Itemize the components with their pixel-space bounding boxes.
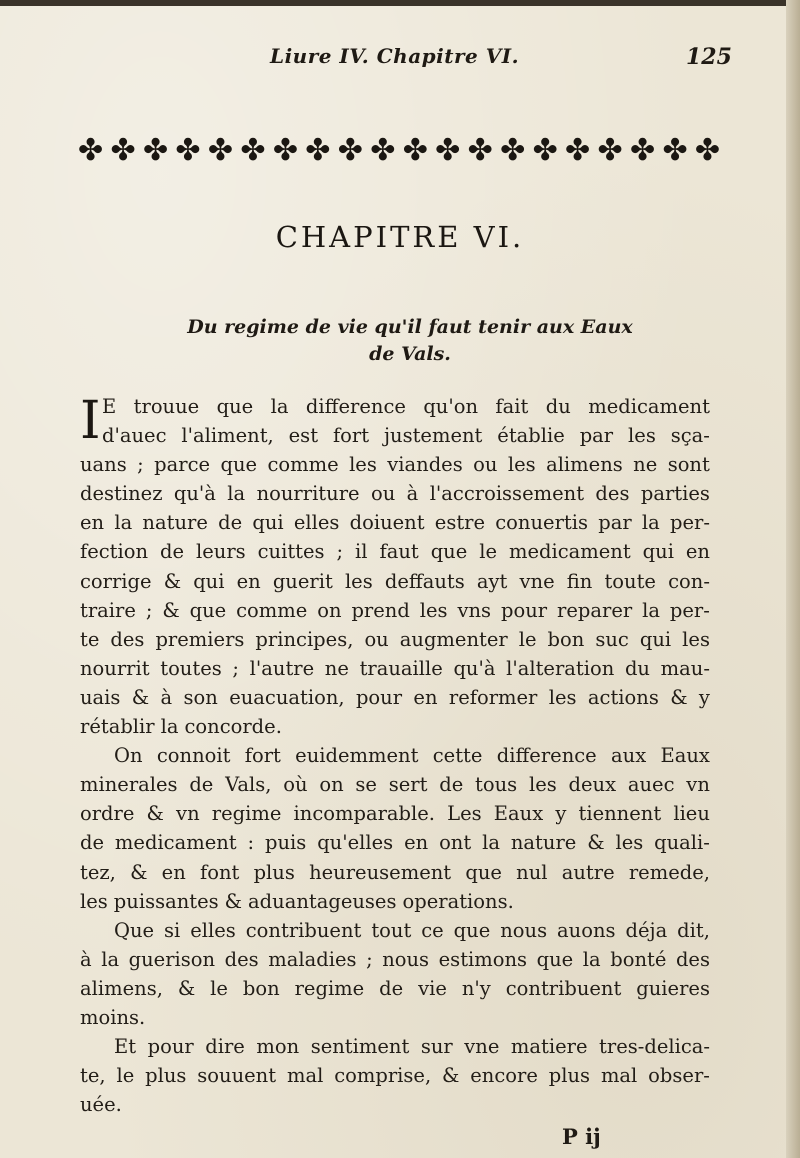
text-line: à la guerison des maladies ; nous estimons que la bonté des [80, 947, 710, 971]
fleuron-icon: ✤ [402, 133, 428, 168]
fleuron-icon: ✤ [78, 133, 104, 168]
fleuron-icon: ✤ [207, 133, 234, 168]
text-line: minerales de Vals, où on se sert de tous les deux auec vn [80, 773, 710, 797]
chapter-heading: CHAPITRE VI. [275, 220, 525, 254]
chapter-subtitle-line-1: Du regime de vie qu'il faut tenir aux Eaux [187, 316, 633, 338]
fleuron-icon: ✤ [694, 133, 721, 168]
text-line: On connoit fort euidemment cette difference aux Eaux [114, 744, 710, 768]
fleuron-icon: ✤ [435, 133, 461, 168]
text-line: Et pour dire mon sentiment sur vne matiere tres-delica- [114, 1035, 710, 1059]
fleuron-icon: ✤ [272, 133, 298, 168]
fleuron-icon: ✤ [175, 133, 201, 168]
text-line: corrige & qui en guerit les deffauts ayt vne fin toute con- [80, 569, 710, 593]
fleuron-icon: ✤ [662, 133, 688, 168]
running-head [0, 40, 800, 80]
text-line: de medicament : puis qu'elles en ont la nature & les quali- [80, 831, 710, 855]
text-line: E trouue que la difference qu'on fait du medicament [102, 395, 710, 418]
text-line: fection de leurs cuittes ; il faut que le medicament qui en [80, 540, 710, 564]
page-top-edge [0, 0, 800, 6]
drop-cap: I [80, 391, 101, 451]
fleuron-icon: ✤ [500, 133, 526, 168]
text-line: ordre & vn regime incomparable. Les Eaux y tiennent lieu [80, 802, 710, 826]
text-line: uais & à son euacuation, pour en reformer les actions & y [80, 685, 710, 709]
text-line: nourrit toutes ; l'autre ne trauaille qu'à l'alteration du mau- [80, 656, 710, 680]
text-line: les puissantes & aduantageuses operations. [80, 889, 514, 913]
fleuron-icon: ✤ [370, 133, 396, 168]
body-text [80, 392, 710, 1119]
fleuron-icon: ✤ [110, 133, 136, 168]
fleuron-icon: ✤ [142, 133, 169, 168]
text-line: Que si elles contribuent tout ce que nous auons déja dit, [114, 918, 710, 942]
fleuron-icon: ✤ [240, 133, 266, 168]
text-line: tez, & en font plus heureusement que nul autre remede, [80, 860, 710, 884]
fleuron-icon: ✤ [305, 133, 331, 168]
text-line: moins. [80, 1005, 146, 1029]
page-right-edge [786, 0, 800, 1158]
fleuron-icon: ✤ [597, 133, 623, 168]
fleuron-icon: ✤ [532, 133, 558, 168]
text-line: destinez qu'à la nourriture ou à l'accroissement des parties [80, 482, 710, 506]
text-line: uée. [80, 1093, 122, 1117]
text-line: en la nature de qui elles doiuent estre conuertis par la per- [80, 511, 710, 535]
text-line: traire ; & que comme on prend les vns pour reparer la per- [80, 598, 710, 622]
running-title: Liure IV. Chapitre VI. [270, 44, 520, 68]
text-line: te, le plus souuent mal comprise, & encore plus mal obser- [80, 1064, 710, 1088]
chapter-subtitle-line-2: de Vals. [369, 343, 451, 365]
signature-mark: P ij [562, 1124, 601, 1149]
page-number: 125 [686, 44, 732, 70]
text-line: uans ; parce que comme les viandes ou les alimens ne sont [80, 453, 710, 477]
text-line: te des premiers principes, ou augmenter le bon suc qui les [80, 627, 710, 651]
text-line: d'auec l'aliment, est fort justement établie par les sça- [102, 424, 710, 448]
fleuron-icon: ✤ [629, 133, 656, 168]
fleuron-icon: ✤ [337, 133, 363, 168]
text-line: alimens, & le bon regime de vie n'y contribuent guieres [80, 976, 710, 1000]
text-line: rétablir la concorde. [80, 715, 282, 739]
fleuron-icon: ✤ [467, 133, 493, 168]
fleuron-icon: ✤ [565, 133, 591, 168]
decorative-ornament-band [78, 130, 721, 172]
